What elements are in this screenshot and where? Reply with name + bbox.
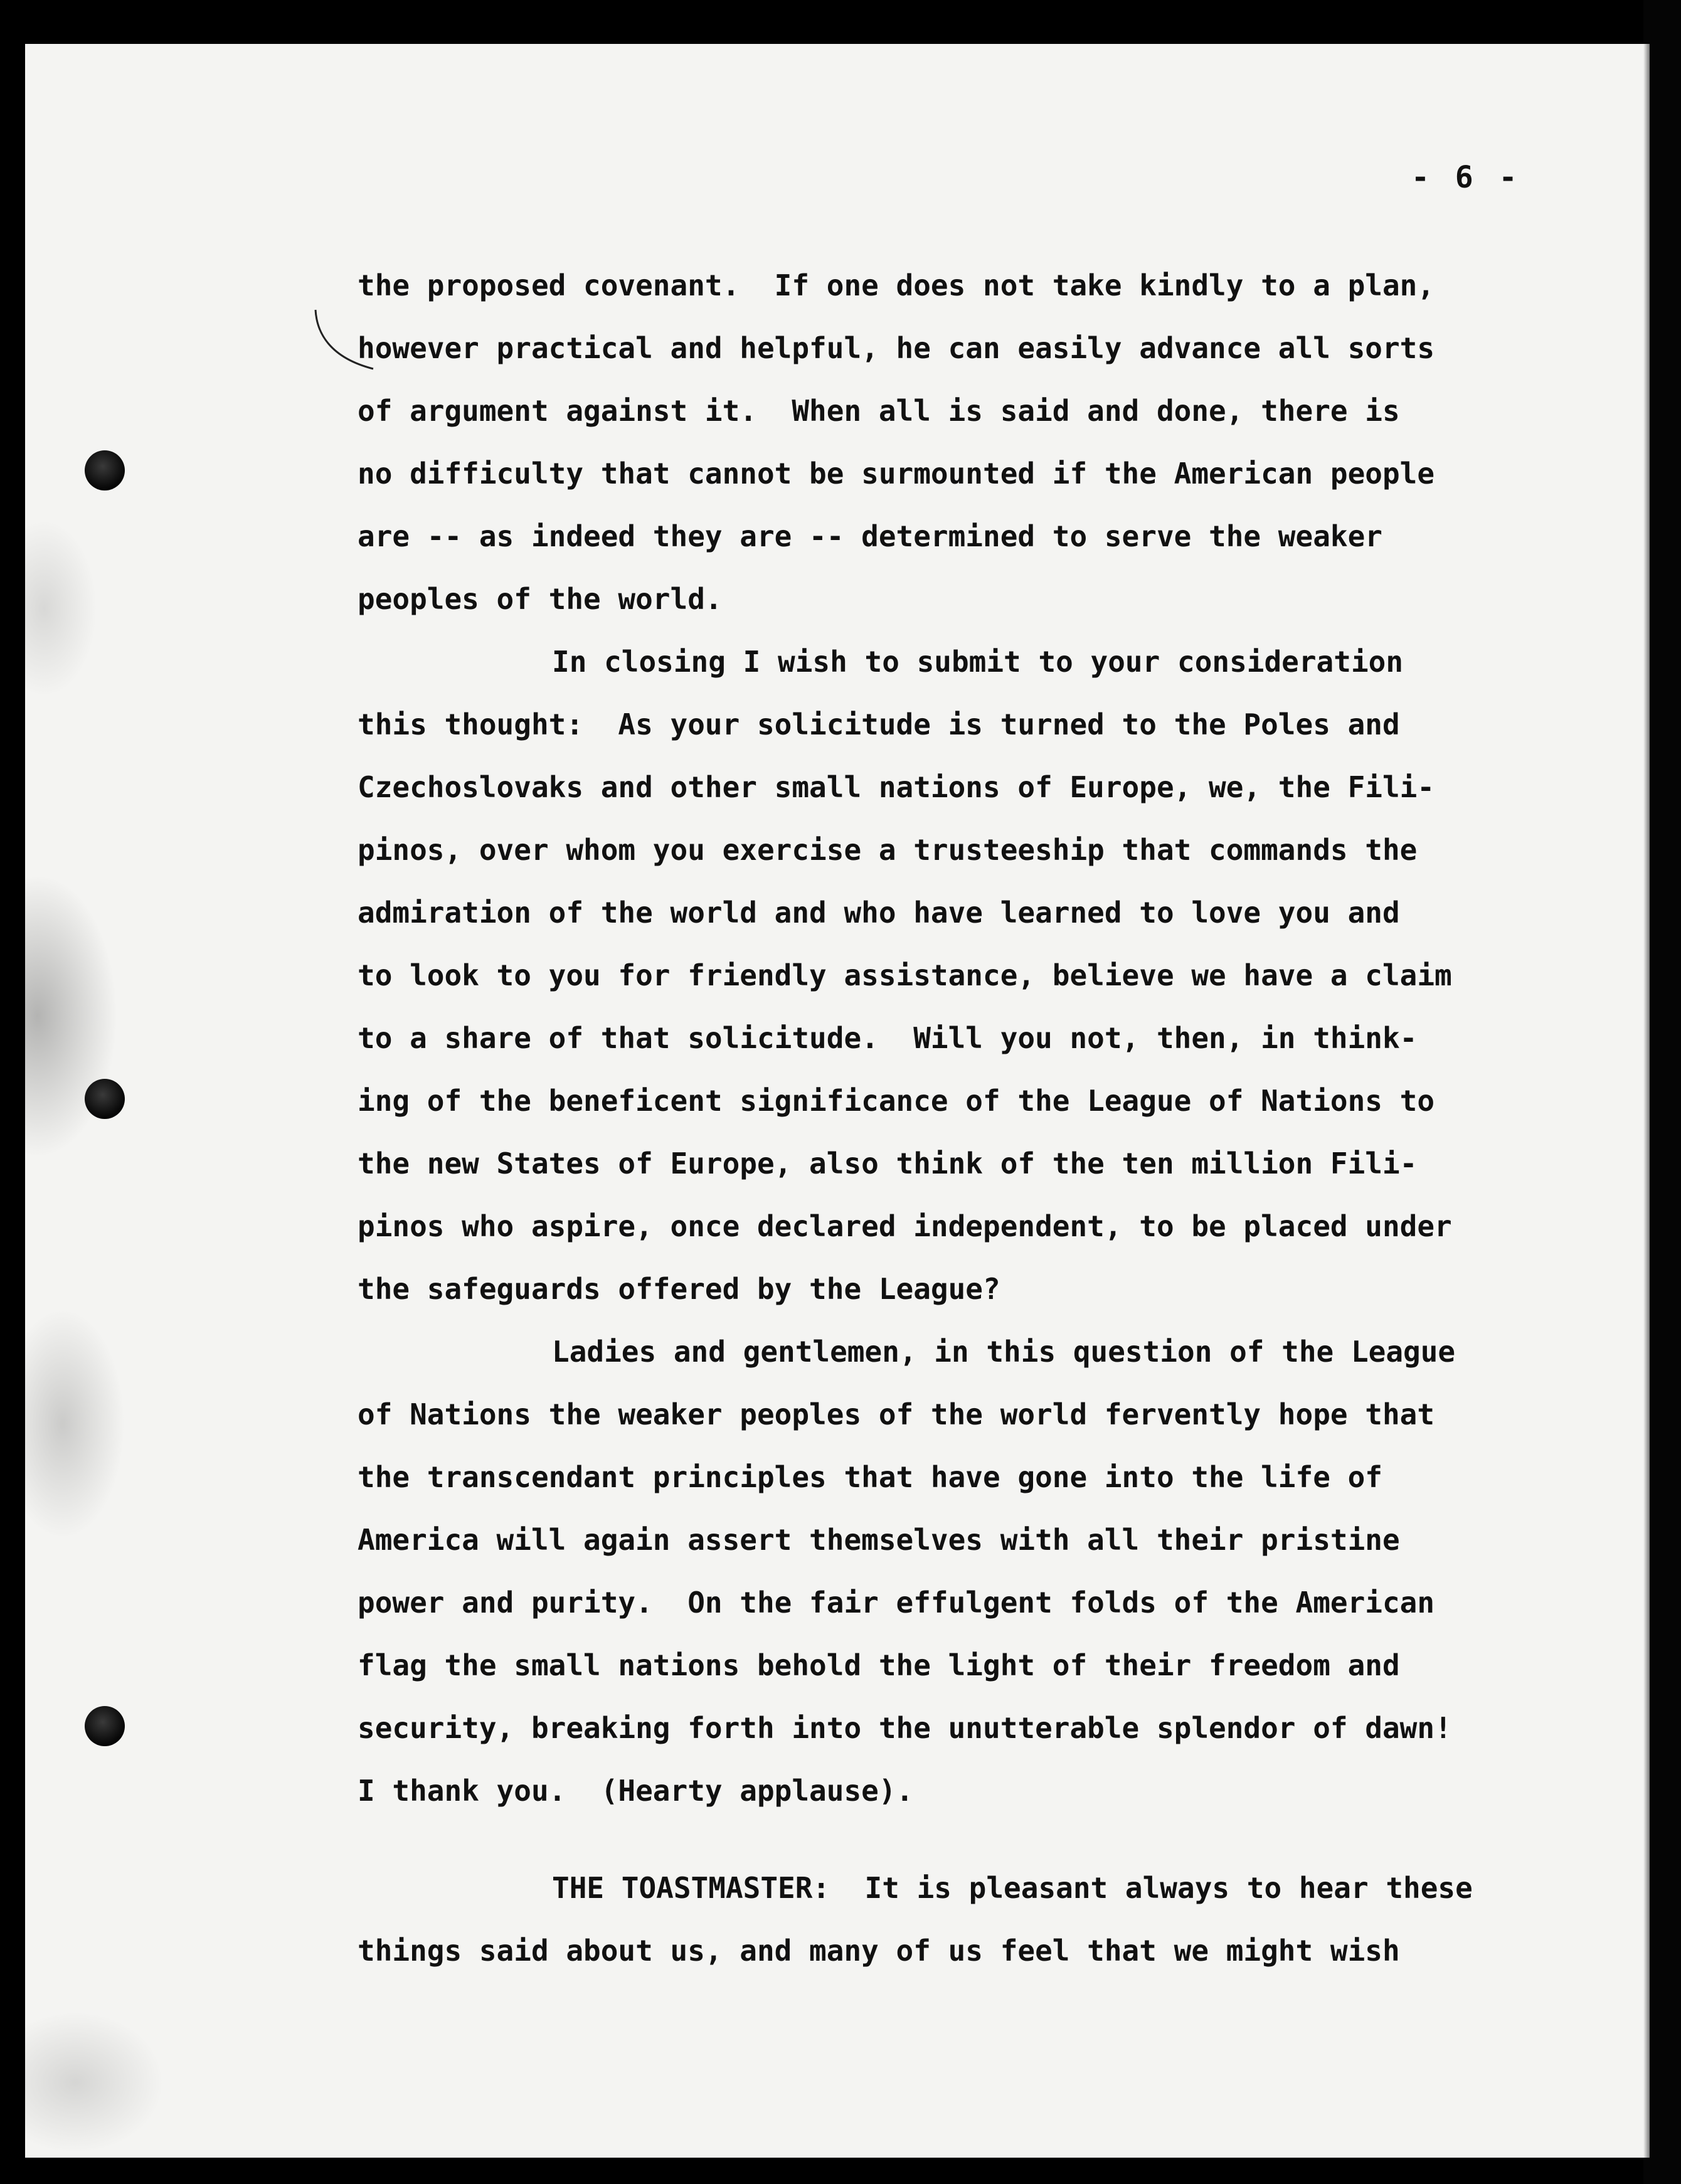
text-line: this thought: As your solicitude is turned to the Poles and: [358, 708, 1400, 741]
text-line: ing of the beneficent significance of the League of Nations to: [358, 1084, 1435, 1118]
toastmaster-line: THE TOASTMASTER: It is pleasant always to hear these: [552, 1871, 1473, 1905]
text-line: the proposed covenant. If one does not take kindly to a plan,: [358, 268, 1435, 302]
text-line: peoples of the world.: [358, 582, 723, 616]
text-line: the new States of Europe, also think of the ten million Fili-: [358, 1147, 1418, 1180]
punch-hole: [85, 450, 125, 490]
text-line: of Nations the weaker peoples of the world fervently hope that: [358, 1397, 1435, 1431]
text-line: security, breaking forth into the unutterable splendor of dawn!: [358, 1711, 1452, 1745]
text-line: pinos, over whom you exercise a trusteeship that commands the: [358, 833, 1418, 867]
scan-mottling: [25, 44, 289, 2158]
paragraph-first-line: In closing I wish to submit to your consideration: [552, 645, 1404, 679]
punch-hole: [85, 1706, 125, 1746]
page-number: - 6 -: [1411, 160, 1521, 195]
text-line: admiration of the world and who have learned to love you and: [358, 896, 1400, 930]
text-line: pinos who aspire, once declared independent, to be placed under: [358, 1209, 1452, 1243]
text-line: to look to you for friendly assistance, believe we have a claim: [358, 958, 1452, 992]
text-line: things said about us, and many of us feel that we might wish: [358, 1934, 1400, 1968]
text-line: the transcendant principles that have gone into the life of: [358, 1460, 1382, 1494]
paragraph-first-line: Ladies and gentlemen, in this question of the League: [552, 1335, 1456, 1369]
text-line: of argument against it. When all is said and done, there is: [358, 394, 1400, 428]
text-line: to a share of that solicitude. Will you not, then, in think-: [358, 1021, 1418, 1055]
text-line: America will again assert themselves with all their pristine: [358, 1523, 1400, 1557]
text-line: the safeguards offered by the League?: [358, 1272, 1000, 1306]
punch-hole: [85, 1079, 125, 1119]
text-line: I thank you. (Hearty applause).: [358, 1774, 914, 1808]
page-edge-shadow: [1643, 44, 1650, 2158]
text-line: are -- as indeed they are -- determined to serve the weaker: [358, 519, 1382, 553]
text-line: power and purity. On the fair effulgent folds of the American: [358, 1586, 1435, 1619]
text-line: flag the small nations behold the light of their freedom and: [358, 1648, 1400, 1682]
document-page: [25, 44, 1650, 2158]
text-line: Czechoslovaks and other small nations of Europe, we, the Fili-: [358, 770, 1435, 804]
text-line: however practical and helpful, he can easily advance all sorts: [358, 331, 1435, 365]
text-line: no difficulty that cannot be surmounted if the American people: [358, 457, 1435, 490]
